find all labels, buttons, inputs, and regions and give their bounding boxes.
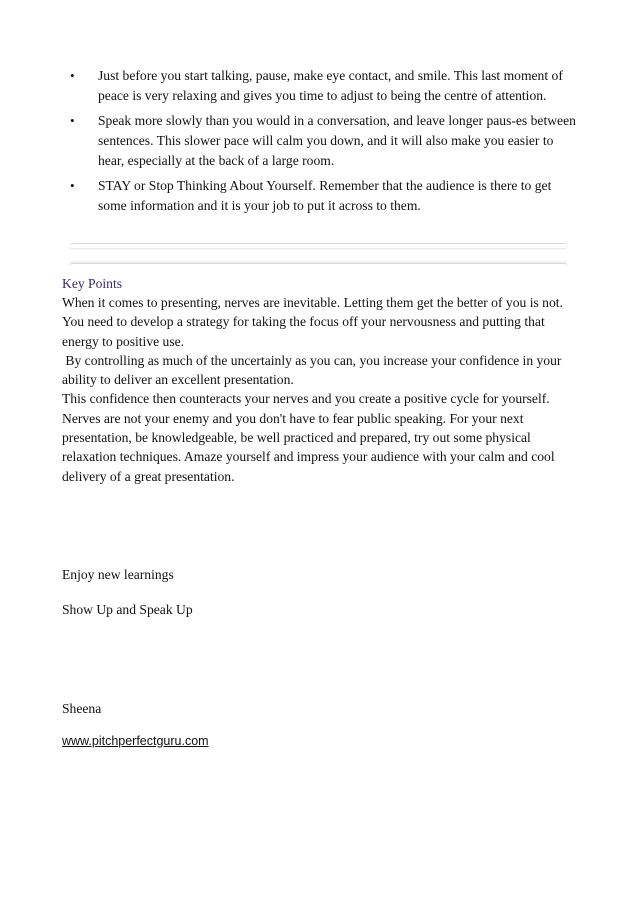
bullet-icon: • xyxy=(70,68,75,83)
key-points-paragraph: Nerves are not your enemy and you don't have to fear public speaking. For your next presentation, be knowledgeable, be well practiced and prepared, try out some physical relaxation techniques. Amaze yourself and impress your audience with your calm and cool delivery of a great presentation. xyxy=(62,410,555,484)
key-points-paragraph: By controlling as much of the uncertainly as you can, you increase your confidence in your ability to deliver an excellent presentation. xyxy=(62,352,565,388)
bullet-item xyxy=(62,111,582,171)
bullet-icon: • xyxy=(70,178,75,193)
bullet-item xyxy=(62,176,582,216)
bullet-text: Just before you start talking, pause, make eye contact, and smile. This last moment of peace is very relaxing and gives you time to adjust to being the centre of attention. xyxy=(98,68,563,103)
signature-name: Sheena xyxy=(62,701,102,716)
closing-line-speak-up: Show Up and Speak Up xyxy=(62,602,193,617)
box-top-edge xyxy=(70,263,567,268)
bullet-item xyxy=(62,66,582,106)
bullet-icon: • xyxy=(70,113,75,128)
website-link[interactable]: www.pitchperfectguru.com xyxy=(62,734,209,748)
bullet-text: Speak more slowly than you would in a conversation, and leave longer paus-es between sentences. This slower pace will calm you down, and it will also make you easier to hear, especially at the back of a large room. xyxy=(98,113,576,168)
box-bottom-edge xyxy=(70,243,567,248)
key-points-heading: Key Points xyxy=(62,276,123,291)
key-points-paragraph: This confidence then counteracts your nerves and you create a positive cycle for yourself. xyxy=(62,391,550,407)
closing-line-learnings: Enjoy new learnings xyxy=(62,567,174,582)
tips-bullet-list xyxy=(62,66,582,221)
bullet-text: STAY or Stop Thinking About Yourself. Remember that the audience is there to get some information and it is your job to put it across to them. xyxy=(98,178,552,213)
key-points-paragraph: When it comes to presenting, nerves are inevitable. Letting them get the better of you is not. You need to develop a strategy for taking the focus off your nervousness and putting that energy to positive use. xyxy=(62,295,563,349)
key-points-body xyxy=(62,293,582,486)
